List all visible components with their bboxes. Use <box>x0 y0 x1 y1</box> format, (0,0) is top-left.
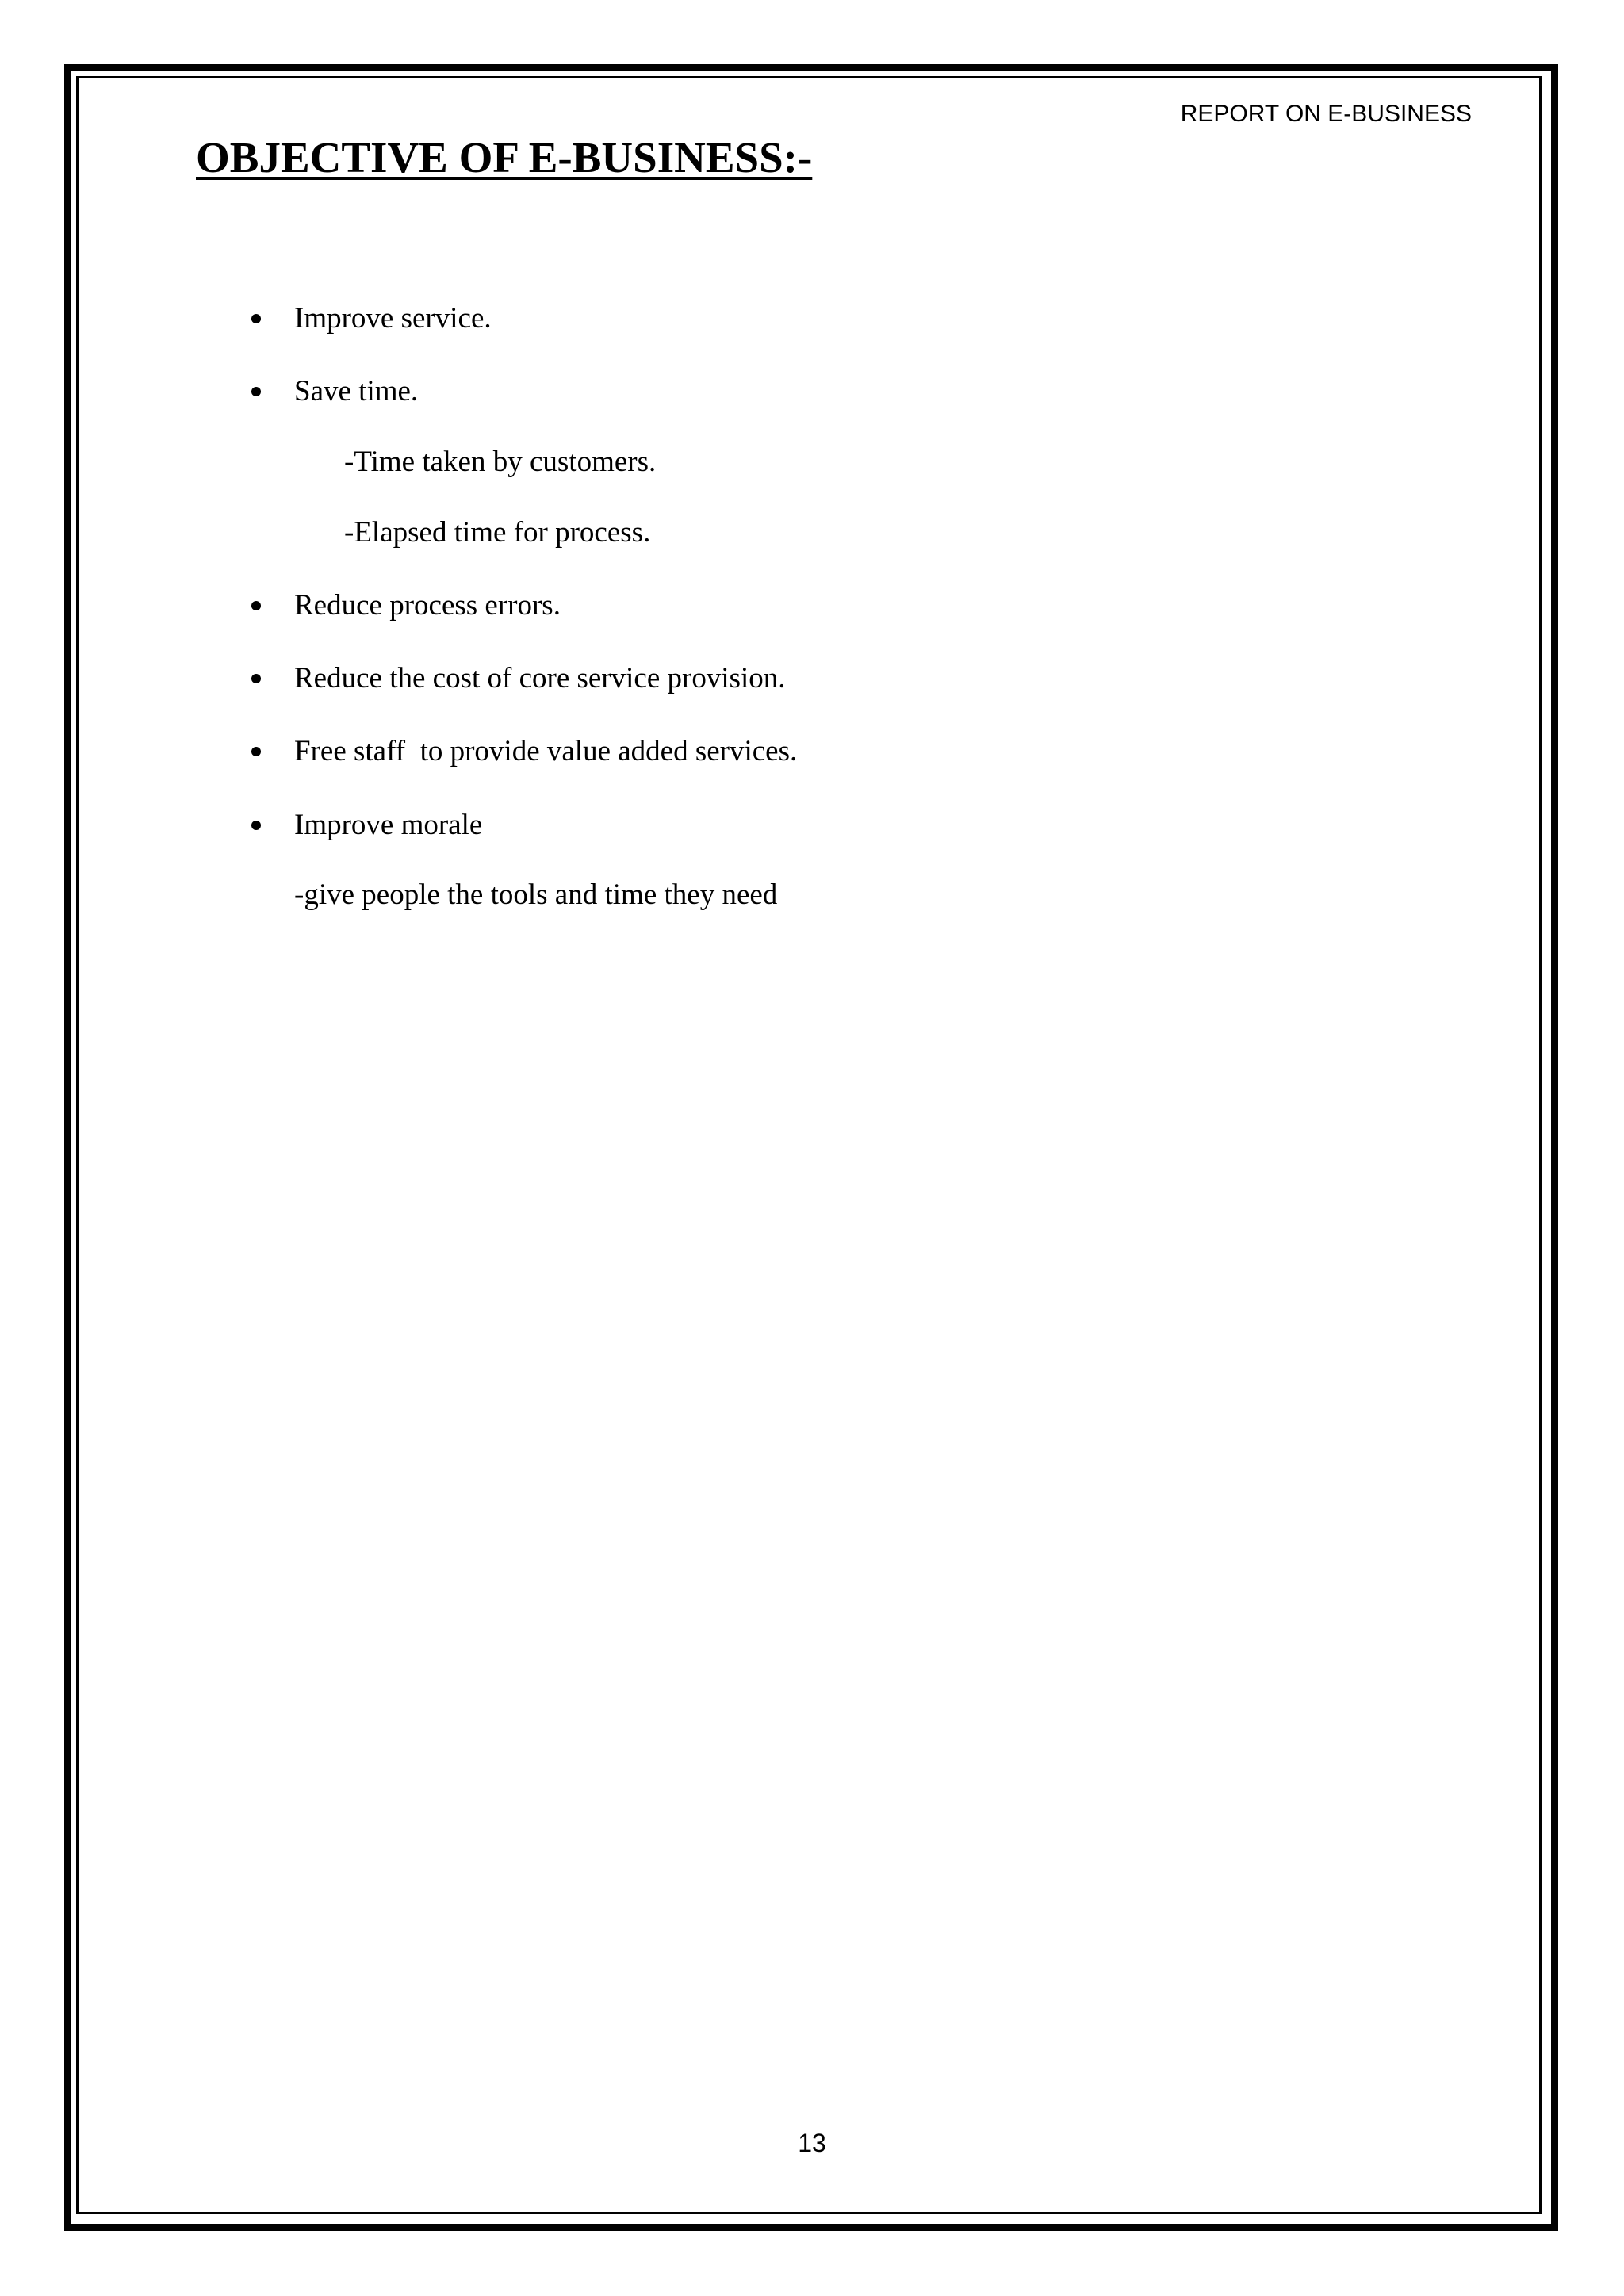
bullet-icon <box>251 821 261 830</box>
list-item-text: Save time. <box>294 375 419 408</box>
bullet-icon <box>251 601 261 610</box>
section-title: OBJECTIVE OF E-BUSINESS:- <box>196 133 813 182</box>
bullet-icon <box>251 674 261 683</box>
running-header: REPORT ON E-BUSINESS <box>1180 101 1472 127</box>
list-item-text: Improve morale <box>294 809 483 841</box>
list-item-text: Reduce process errors. <box>294 589 561 622</box>
bullet-icon <box>251 387 261 396</box>
list-subitem-text: -Elapsed time for process. <box>344 516 651 549</box>
page-number: 13 <box>798 2129 826 2157</box>
bullet-icon <box>251 314 261 323</box>
list-item-text: Reduce the cost of core service provision. <box>294 662 786 695</box>
list-subitem-text: -Time taken by customers. <box>344 446 657 478</box>
list-item-text: Improve service. <box>294 302 492 335</box>
bullet-icon <box>251 747 261 756</box>
list-subitem-text: -give people the tools and time they need <box>294 878 778 911</box>
list-item-text: Free staff to provide value added services. <box>294 735 798 767</box>
